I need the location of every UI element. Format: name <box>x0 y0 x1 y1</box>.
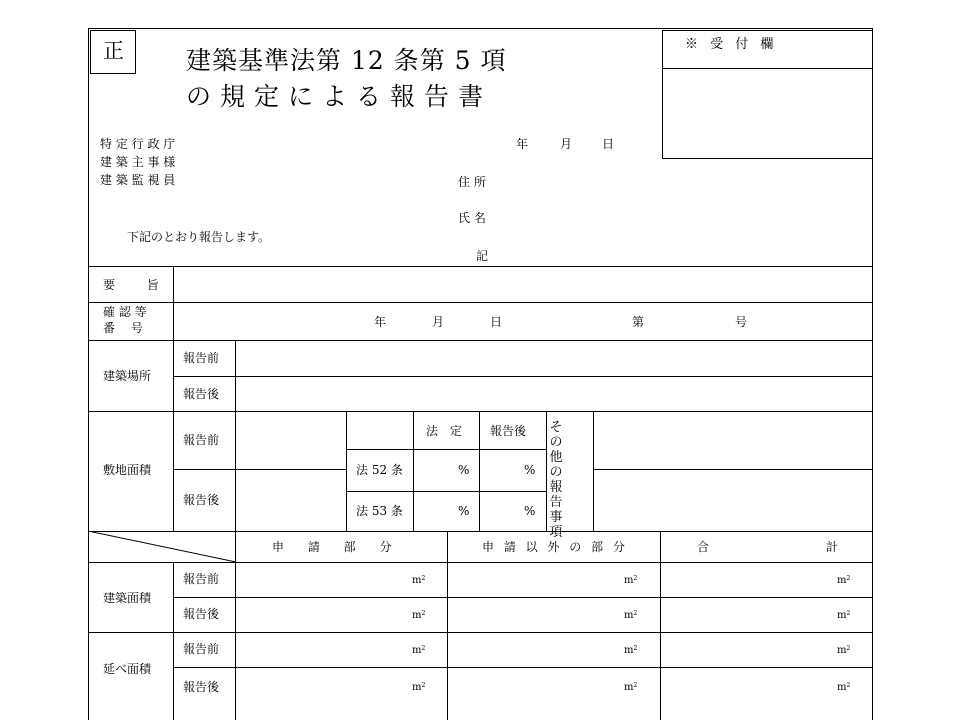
unit-r4c2: $m^2$ <box>624 682 638 693</box>
original-badge-text: 正 <box>103 39 124 63</box>
unit-r1c3: $m^2$ <box>837 575 851 586</box>
total-floor-area-before: 報告前 <box>183 642 220 656</box>
art52-label: 法 52 条 <box>356 463 403 477</box>
site-after: 報告後 <box>183 387 220 401</box>
unit-r3c3: $m^2$ <box>837 645 851 656</box>
unit-r3c2: $m^2$ <box>624 645 638 656</box>
unit-r4c1: $m^2$ <box>412 682 426 693</box>
legal-header: 法 定 <box>426 424 466 438</box>
reception-label: ※ 受 付 欄 <box>685 37 778 52</box>
addressee-1: 特 定 行 政 庁 <box>100 137 176 151</box>
building-area-label: 建築面積 <box>103 591 152 605</box>
conf-go: 号 <box>735 315 748 329</box>
area-col-applied: 申 請 部 分 <box>272 540 402 554</box>
confirmation-label-l1: 確 認 等 <box>103 305 147 319</box>
site-before: 報告前 <box>183 351 220 365</box>
date-day: 日 <box>602 137 615 151</box>
conf-year: 年 <box>374 315 387 329</box>
unit-r1c1: $m^2$ <box>412 575 426 586</box>
unit-r2c3: $m^2$ <box>837 610 851 621</box>
site-area-after: 報告後 <box>183 493 220 507</box>
conf-no: 第 <box>632 315 645 329</box>
area-col-other: 申 請 以 外 の 部 分 <box>482 540 628 554</box>
unit-r3c1: $m^2$ <box>412 645 426 656</box>
addressee-3: 建 築 監 視 員 <box>100 173 176 187</box>
pct-53-legal: % <box>458 504 470 518</box>
building-site-label: 建築場所 <box>103 369 152 383</box>
corner-diagonal <box>88 531 236 563</box>
other-matters-label: その他の報告事項 <box>549 420 563 540</box>
name-label: 氏 名 <box>458 211 486 225</box>
unit-r4c3: $m^2$ <box>837 682 851 693</box>
unit-r2c2: $m^2$ <box>624 610 638 621</box>
intro-text: 下記のとおり報告します。 <box>127 230 271 244</box>
pct-52-legal: % <box>458 463 470 477</box>
ratio-after-header: 報告後 <box>490 424 527 438</box>
site-area-before: 報告前 <box>183 433 220 447</box>
unit-r1c2: $m^2$ <box>624 575 638 586</box>
date-month: 月 <box>560 137 573 151</box>
confirmation-label-l2: 番 号 <box>103 321 149 335</box>
area-col-total-b: 計 <box>826 540 839 554</box>
record-label: 記 <box>476 249 489 263</box>
site-area-label: 敷地面積 <box>103 463 152 477</box>
art53-label: 法 53 条 <box>356 504 403 518</box>
conf-day: 日 <box>490 315 503 329</box>
area-col-total-a: 合 <box>697 540 710 554</box>
total-floor-area-after: 報告後 <box>183 680 220 694</box>
address-label: 住 所 <box>458 175 486 189</box>
building-area-before: 報告前 <box>183 572 220 586</box>
original-badge <box>90 30 136 74</box>
addressee-2: 建 築 主 事 様 <box>100 155 176 169</box>
form-title-line2: の規定による報告書 <box>186 82 493 111</box>
unit-r2c1: $m^2$ <box>412 610 426 621</box>
summary-label: 要 旨 <box>103 278 173 292</box>
total-floor-area-label: 延べ面積 <box>103 662 152 676</box>
building-area-after: 報告後 <box>183 607 220 621</box>
date-year: 年 <box>516 137 529 151</box>
pct-52-after: % <box>524 463 536 477</box>
form-title-line1: 建築基準法第 12 条第 5 項 <box>186 46 507 75</box>
pct-53-after: % <box>524 504 536 518</box>
conf-month: 月 <box>432 315 445 329</box>
